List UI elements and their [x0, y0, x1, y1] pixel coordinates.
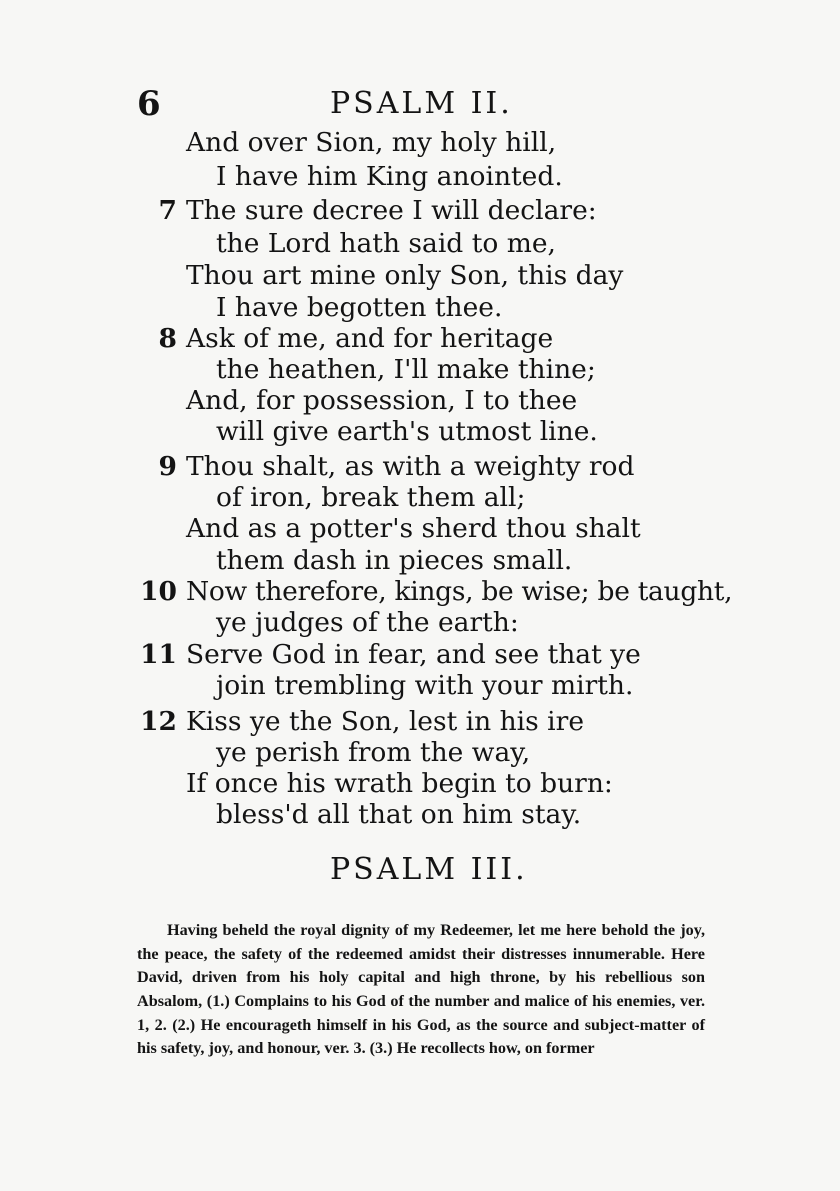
verse-text: Ask of me, and for heritage	[186, 323, 554, 354]
psalm-3-argument: Having beheld the royal dignity of my Redeemer, let me here behold the joy, the peace, the safety of the redeemed amidst their distresses innumerable. Here David, driven from his holy capital and high throne, by his rebellious son Absalom, (1.) Complains to his God of the number and malice of his enemies, ver. 1, 2. (2.) He encourageth himself in his God, as the source and subject-matter of his safety, joy, and honour, ver. 3. (3.) He recollects how, on former	[137, 921, 705, 1058]
verse-number: 10	[140, 576, 177, 607]
verse-number: 8	[158, 323, 177, 354]
page-number: 6	[137, 84, 162, 124]
verse-text: the heathen, I'll make thine;	[216, 354, 596, 385]
verse-number: 9	[158, 451, 177, 482]
verse-text: Thou shalt, as with a weighty rod	[186, 451, 635, 482]
verse-text: Kiss ye the Son, lest in his ire	[186, 706, 585, 737]
verse-text: I have him King anointed.	[216, 161, 563, 192]
running-title: PSALM II.	[330, 86, 513, 121]
verse-text: And as a potter's sherd thou shalt	[186, 513, 641, 544]
verse-text: ye perish from the way,	[216, 737, 531, 768]
verse-text: will give earth's utmost line.	[216, 416, 598, 447]
verse-text: bless'd all that on him stay.	[216, 799, 582, 830]
verse-text: And over Sion, my holy hill,	[186, 127, 557, 158]
verse-text: If once his wrath begin to burn:	[186, 768, 613, 799]
verse-number: 11	[140, 639, 177, 670]
verse-text: ye judges of the earth:	[216, 607, 519, 638]
verse-text: of iron, break them all;	[216, 482, 526, 513]
verse-text: join trembling with your mirth.	[216, 670, 634, 701]
verse-text: I have begotten thee.	[216, 292, 503, 323]
verse-text: the Lord hath said to me,	[216, 228, 556, 259]
verse-text: Now therefore, kings, be wise; be taught,	[186, 576, 733, 607]
verse-text: And, for possession, I to thee	[186, 385, 578, 416]
psalm-3-title: PSALM III.	[330, 852, 528, 887]
verse-text: them dash in pieces small.	[216, 545, 573, 576]
verse-text: Serve God in fear, and see that ye	[186, 639, 641, 670]
verse-number: 7	[158, 195, 177, 226]
verse-text: The sure decree I will declare:	[186, 195, 597, 226]
verse-text: Thou art mine only Son, this day	[186, 260, 624, 291]
verse-number: 12	[140, 706, 177, 737]
